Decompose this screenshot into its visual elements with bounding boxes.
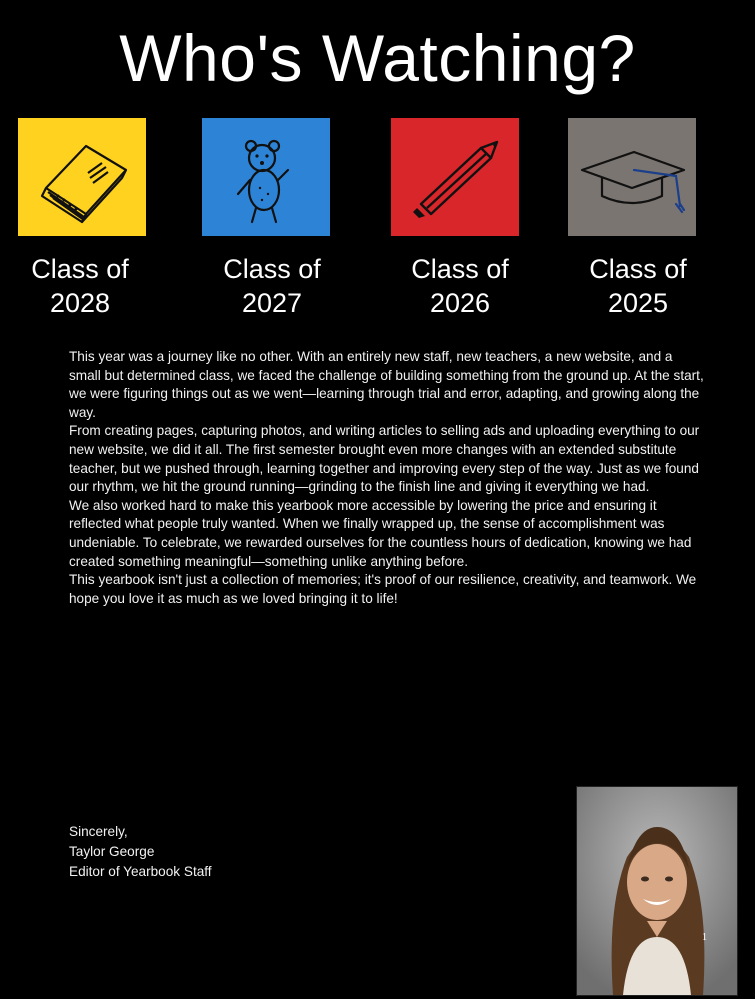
portrait-photo bbox=[577, 787, 737, 995]
letter-signoff bbox=[69, 822, 369, 882]
page-number: 1 bbox=[702, 932, 707, 943]
page-title: Who's Watching? bbox=[119, 21, 636, 95]
profile-tile-class-2028[interactable] bbox=[18, 118, 146, 236]
profile-label-class-2027[interactable]: Class of 2027 bbox=[223, 254, 321, 318]
profile-label-class-2028[interactable]: Class of 2028 bbox=[31, 254, 129, 318]
editor-letter bbox=[69, 348, 704, 608]
profile-tile-class-2026[interactable] bbox=[391, 118, 519, 236]
letter-paragraph: This yearbook isn't just a collection of memories; it's proof of our resilience, creativity, and teamwork. We hope you love it as much as we loved bringing it to life! bbox=[69, 572, 697, 606]
teddy-bear-icon bbox=[202, 118, 330, 236]
signoff-author: Taylor George bbox=[69, 844, 155, 859]
signoff-closing: Sincerely, bbox=[69, 824, 128, 839]
profile-label-class-2026[interactable]: Class of 2026 bbox=[411, 254, 509, 318]
editor-portrait bbox=[576, 786, 738, 996]
graduation-cap-icon bbox=[568, 118, 696, 236]
letter-paragraph: This year was a journey like no other. With an entirely new staff, new teachers, a new website, and a small but determined class, we faced the challenge of building something from the ground up. At the start, we were figuring things out as we went—learning through trial and error, adapting, and growing along the way. bbox=[69, 349, 704, 420]
profile-label-class-2025[interactable]: Class of 2025 bbox=[589, 254, 687, 318]
letter-paragraph: We also worked hard to make this yearbook more accessible by lowering the price and ensuring it reflected what people truly wanted. When we finally wrapped up, the sense of accomplishment was undeniable. To celebrate, we rewarded ourselves for the countless hours of dedication, knowing we had created something meaningful—something unlike anything before. bbox=[69, 497, 692, 569]
book-icon bbox=[18, 118, 146, 236]
profile-tile-class-2025[interactable] bbox=[568, 118, 696, 236]
profile-tile-class-2027[interactable] bbox=[202, 118, 330, 236]
letter-paragraph: From creating pages, capturing photos, and writing articles to selling ads and uploading everything to our new website, we did it all. The first semester brought even more changes with an extended substitute teacher, but we pushed through, learning together and improving every step of the way. Just as we found our rhythm, we hit the ground running—grinding to the finish line and giving it everything we had. bbox=[69, 423, 700, 495]
pencil-icon bbox=[391, 118, 519, 236]
signoff-role: Editor of Yearbook Staff bbox=[69, 864, 212, 879]
